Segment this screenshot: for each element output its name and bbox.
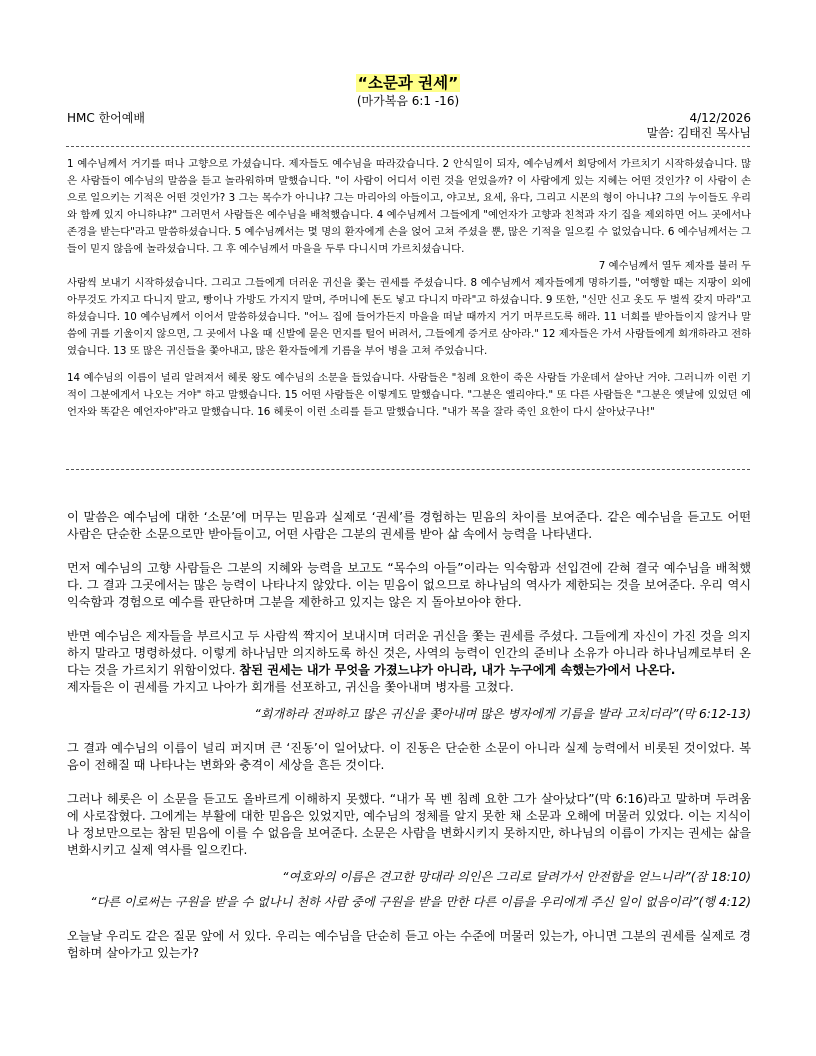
sermon-paragraph: 이 말씀은 예수님에 대한 ‘소문’에 머무는 믿음과 실제로 ‘권세’를 경험하는 믿음의 차이를 보여준다. 같은 예수님을 듣고도 어떤 사람은 단순한 소문으로만 받아들이고, 어떤 사람은 그분의 권세를 받아 삶 속에서 능력을 나타낸다.: [67, 510, 751, 541]
sermon-paragraph: [67, 628, 751, 679]
scripture-block-3: 14 예수님의 이름이 널리 알려져서 헤롯 왕도 예수님의 소문을 들었습니다. 사람들은 "침례 요한이 죽은 사람들 가운데서 살아난 거야. 그러니까 이런 기적이 그분에게서 나오는 거야" 하고 말했습니다. 15 어떤 사람들은 이렇게도 말했습니다. "그분은 엘리야다." 또 다른 사람들은 "그분은 옛날에 있었던 예언자와 똑같은 예언자야"라고 말했습니다. 16 헤롯이 이런 소리를 듣고 말했습니다. "내가 목을 잘라 죽인 요한이 다시 살아났구나!": [67, 372, 751, 418]
divider-bottom: [66, 469, 750, 470]
sermon-body: [67, 509, 751, 979]
scripture-block-2-start: 7 예수님께서 열두 제자를 불러 두: [598, 260, 751, 272]
sermon-paragraph: 먼저 예수님의 고향 사람들은 그분의 지혜와 능력을 보고도 “목수의 아들”이라는 익숙함과 선입견에 갇혀 결국 예수님을 배척했다. 그 결과 그곳에서는 많은 능력이 나타나지 않았다. 이는 믿음이 없으므로 하나님의 역사가 제한되는 것을 보여준다. 우리 역시 익숙함과 경험으로 예수를 판단하며 그분을 제한하고 있지는 않은 지 돌아보아야 한다.: [67, 561, 751, 609]
page-title: [0, 73, 816, 93]
bible-quote: “여호와의 이름은 견고한 망대라 의인은 그리로 달려가서 안전함을 얻느니라”(잠 18:10): [282, 870, 751, 884]
organization-name: HMC 한어예배: [67, 111, 145, 125]
service-date: 4/12/2026: [689, 111, 751, 125]
scripture-block-1: 1 예수님께서 거기를 떠나 고향으로 가셨습니다. 제자들도 예수님을 따라갔습니다. 2 안식일이 되자, 예수님께서 회당에서 가르치기 시작하셨습니다. 많은 사람들이 예수님의 말씀을 듣고 놀라워하며 말했습니다. "이 사람이 어디서 이런 것을 얻었을까? 이 사람에게 있는 지혜는 어떤 것인가? 이 사람이 손으로 일으키는 기적은 어떤 것인가? 3 그는 목수가 아니냐? 그는 마리아의 아들이고, 야고보, 요세, 유다, 그리고 시몬의 형이 아니냐? 그의 누이들도 우리와 함께 있지 아니하냐?" 그러면서 사람들은 예수님을 배척했습니다. 4 예수님께서 그들에게 "예언자가 고향과 친척과 자기 집을 제외하면 어느 곳에서나 존경을 받는다"라고 말씀하셨습니다. 5 예수님께서는 몇 명의 환자에게 손을 얹어 고쳐 주셨을 뿐, 많은 기적을 일으킬 수 없었습니다. 6 예수님께서는 그들이 믿지 않음에 놀라셨습니다. 그 후 예수님께서 마을을 두루 다니시며 가르치셨습니다.: [67, 158, 751, 255]
bible-quote: “다른 이로써는 구원을 받을 수 없나니 천하 사람 중에 구원을 받을 만한 다른 이름을 우리에게 주신 일이 없음이라”(행 4:12): [90, 895, 751, 909]
sermon-paragraph: 그러나 헤롯은 이 소문을 듣고도 올바르게 이해하지 못했다. “내가 목 벤 침례 요한 그가 살아났다”(막 6:16)라고 말하며 두려움에 사로잡혔다. 그에게는 부활에 대한 믿음은 있었지만, 예수님의 정체를 알지 못한 채 소문과 오해에 머물러 있었다. 이는 지식이나 정보만으로는 참된 믿음에 이를 수 없음을 보여준다. 소문은 사람을 변화시키지 못하지만, 하나님의 이름이 가지는 권세는 삶을 변화시키고 실제 역사를 일으킨다.: [67, 792, 751, 857]
sermon-paragraph: 오늘날 우리도 같은 질문 앞에 서 있다. 우리는 예수님을 단순히 듣고 아는 수준에 머물러 있는가, 아니면 그분의 권세를 실제로 경험하며 살아가고 있는가?: [67, 929, 751, 960]
scripture-reference: (마가복음 6:1 -16): [356, 94, 460, 108]
emphasis-text: 참된 권세는 내가 무엇을 가졌느냐가 아니라, 내가 누구에게 속했는가에서 나온다.: [239, 663, 676, 677]
sermon-paragraph: 그 결과 예수님의 이름이 널리 퍼지며 큰 ‘진동’이 일어났다. 이 진동은 단순한 소문이 아니라 실제 능력에서 비롯된 것이었다. 복음이 전해질 때 나타나는 변화와 충격이 세상을 흔든 것이다.: [67, 741, 751, 772]
divider-top: [66, 146, 750, 147]
paragraph-text: 반면 예수님은 제자들을 부르시고 두 사람씩 짝지어 보내시며 더러운 귀신을 쫓는 권세를 주셨다. 그들에게 자신이 가진 것을 의지하지 말라고 명령하셨다. 이렇게 하나님만 의지하도록 하신 것은, 사역의 능력이 인간의 준비나 소유가 아니라 하나님께로부터 온다는 것을 가르치기 위함이었다.: [67, 629, 751, 677]
scripture-block-2: 사람씩 보내기 시작하셨습니다. 그리고 그들에게 더러운 귀신을 쫓는 권세를 주셨습니다. 8 예수님께서 제자들에게 명하기를, "여행할 때는 지팡이 외에 아무것도 가지고 다니지 말고, 빵이나 가방도 가지지 말며, 주머니에 돈도 넣고 다니지 마라"고 하셨습니다. 9 또한, "신만 신고 옷도 두 벌씩 갖지 마라"고 하셨습니다. 10 예수님께서 이어서 말씀하셨습니다. "어느 집에 들어가든지 마을을 떠날 때까지 거기 머무르도록 해라. 11 너희를 받아들이지 않거나 말씀에 귀를 기울이지 않으면, 그 곳에서 나올 때 신발에 묻은 먼지를 털어 버려서, 그들에게 증거로 삼아라." 12 제자들은 가서 사람들에게 회개하라고 전하였습니다. 13 또 많은 귀신들을 쫓아내고, 많은 환자들에게 기름을 부어 병을 고쳐 주었습니다.: [67, 277, 751, 357]
title-highlight: “소문과 권세”: [357, 74, 459, 92]
scripture-passage: [67, 156, 751, 421]
sermon-paragraph: 제자들은 이 권세를 가지고 나아가 회개를 선포하고, 귀신을 쫓아내며 병자를 고쳤다.: [67, 680, 514, 694]
bible-quote: “회개하라 전파하고 많은 귀신을 쫓아내며 많은 병자에게 기름을 발라 고치더라”(막 6:12-13): [254, 707, 751, 721]
speaker-name: 말씀: 김태진 목사님: [646, 126, 751, 140]
